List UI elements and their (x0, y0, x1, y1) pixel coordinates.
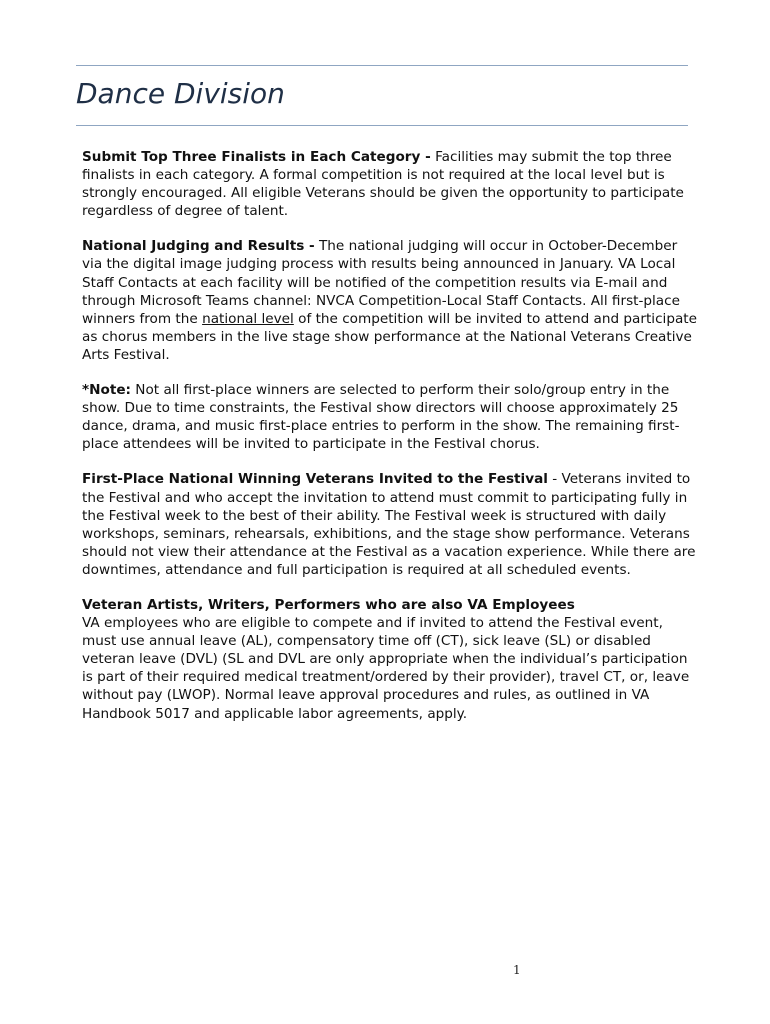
paragraph-text: The national judging will occur in October-December via the digital image judging process with results being announced in January. VA Local Staff Contacts at each facility will be notified of the competition results via E-mail and through Microsoft Teams channel: NVCA Competition-Local Staff Contacts. All first-place winners from the (82, 238, 680, 327)
paragraph-text: Facilities may submit the top three finalists in each category. A formal competition is not required at the local level but is strongly encouraged. All eligible Veterans should be given the opportunity to participate regardless of degree of talent. (82, 149, 684, 220)
underlined-term: national level (202, 310, 294, 327)
document-body (82, 148, 700, 723)
paragraph-note (82, 381, 700, 453)
paragraph-heading: First-Place National Winning Veterans Invited to the Festival (82, 471, 548, 488)
paragraph-va-employees (82, 596, 700, 723)
page-title: Dance Division (76, 77, 285, 110)
paragraph-text: Not all first-place winners are selected to perform their solo/group entry in the show. Due to time constraints, the Festival show directors will choose approximately 25 dance, drama, and music first-place entries to perform in the show. The remaining first-place attendees will be invited to participate in the Festival chorus. (82, 382, 680, 453)
paragraph-heading: National Judging and Results - (82, 238, 315, 255)
paragraph-heading: *Note: (82, 382, 131, 399)
paragraph-text: of the competition will be invited to attend and participate as chorus members in the live stage show performance at the National Veterans Creative Arts Festival. (82, 310, 697, 363)
paragraph-heading: Veteran Artists, Writers, Performers who are also VA Employees (82, 596, 575, 613)
paragraph-text: - Veterans invited to the Festival and who accept the invitation to attend must commit to participating fully in the Festival week to the best of their ability. The Festival week is structured with daily workshops, seminars, rehearsals, exhibitions, and the stage show performance. Veterans should not view their attendance at the Festival as a vacation experience. While there are downtimes, attendance and full participation is required at all scheduled events. (82, 471, 696, 578)
page-number: 1 (513, 963, 521, 977)
paragraph-text: VA employees who are eligible to compete and if invited to attend the Festival event, must use annual leave (AL), compensatory time off (CT), sick leave (SL) or disabled veteran leave (DVL) (SL and DVL are only appropriate when the individual’s participation is part of their required medical treatment/ordered by their provider), travel CT, or, leave without pay (LWOP). Normal leave approval procedures and rules, as outlined in VA Handbook 5017 and applicable labor agreements, apply. (82, 615, 690, 722)
paragraph-submit-finalists (82, 148, 700, 220)
title-top-rule (76, 65, 688, 66)
paragraph-national-judging (82, 237, 700, 364)
paragraph-first-place-winners (82, 470, 700, 579)
title-bottom-rule (76, 125, 688, 126)
paragraph-heading: Submit Top Three Finalists in Each Category - (82, 149, 431, 165)
